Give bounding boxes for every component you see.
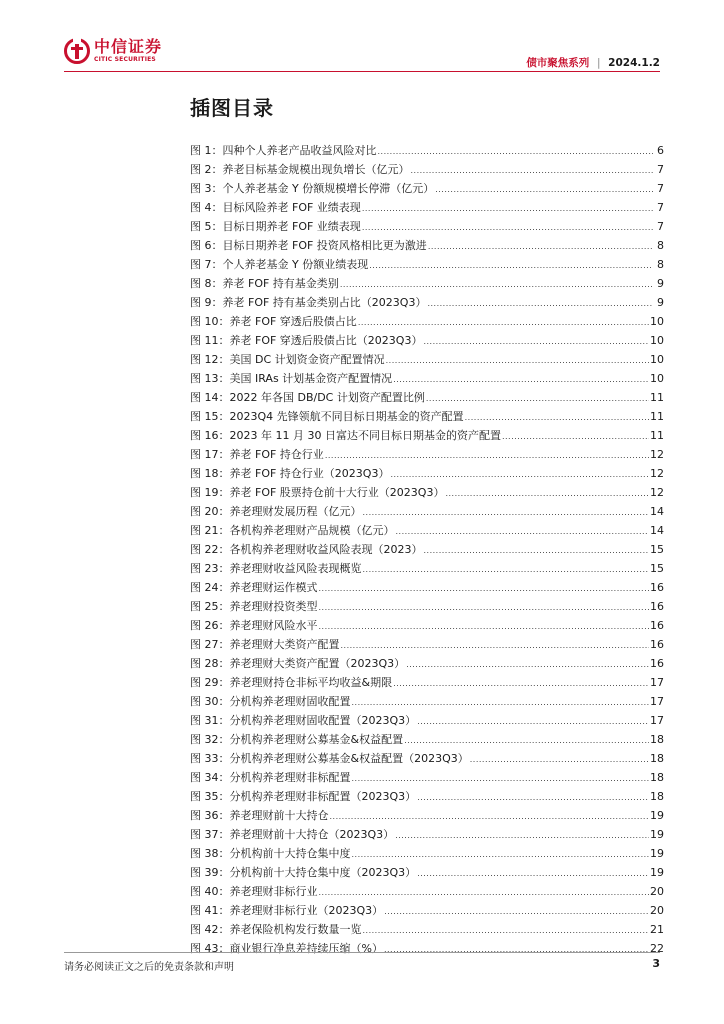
toc-entry-page: 17 — [650, 676, 664, 689]
toc-entry-page: 9 — [657, 296, 664, 309]
toc-entry-label: 图 33：分机构养老理财公募基金&权益配置（2023Q3） — [190, 752, 469, 765]
toc-dot-leader — [423, 332, 649, 351]
toc-dot-leader — [424, 541, 650, 560]
footer-divider — [64, 952, 660, 953]
toc-entry[interactable] — [190, 768, 664, 787]
toc-entry-label: 图 21：各机构养老理财产品规模（亿元） — [190, 524, 395, 537]
toc-dot-leader — [363, 921, 650, 940]
toc-entry-page: 20 — [650, 904, 664, 917]
toc-entry[interactable] — [190, 711, 664, 730]
toc-entry-label: 图 16：2023 年 11 月 30 日富达不同目标日期基金的资产配置 — [190, 429, 501, 442]
toc-entry-label: 图 1：四种个人养老产品收益风险对比 — [190, 144, 377, 157]
toc-entry-page: 10 — [650, 353, 664, 366]
toc-entry-label: 图 31：分机构养老理财固收配置（2023Q3） — [190, 714, 417, 727]
toc-entry-label: 图 30：分机构养老理财固收配置 — [190, 695, 351, 708]
toc-entry[interactable] — [190, 160, 664, 179]
toc-entry-label: 图 38：分机构前十大持仓集中度 — [190, 847, 351, 860]
toc-entry[interactable] — [190, 198, 664, 217]
toc-dot-leader — [428, 237, 653, 256]
toc-entry-page: 19 — [650, 866, 664, 879]
toc-entry[interactable] — [190, 141, 664, 160]
toc-dot-leader — [386, 351, 649, 370]
toc-entry[interactable] — [190, 730, 664, 749]
toc-entry-page: 14 — [650, 524, 664, 537]
toc-entry-label: 图 9：养老 FOF 持有基金类别占比（2023Q3） — [190, 296, 427, 309]
toc-entry-page: 16 — [650, 657, 664, 670]
figure-index-list — [190, 141, 664, 958]
toc-dot-leader — [417, 788, 649, 807]
toc-dot-leader — [426, 389, 649, 408]
toc-entry-label: 图 20：养老理财发展历程（亿元） — [190, 505, 362, 518]
toc-entry[interactable] — [190, 844, 664, 863]
toc-entry[interactable] — [190, 863, 664, 882]
toc-entry[interactable] — [190, 787, 664, 806]
toc-dot-leader — [352, 769, 650, 788]
toc-dot-leader — [411, 161, 654, 180]
toc-entry-page: 9 — [657, 277, 664, 290]
toc-entry-label: 图 23：养老理财收益风险表现概览 — [190, 562, 362, 575]
toc-entry-page: 16 — [650, 638, 664, 651]
toc-dot-leader — [427, 294, 653, 313]
toc-dot-leader — [362, 199, 653, 218]
toc-entry[interactable] — [190, 654, 664, 673]
toc-entry-page: 12 — [650, 448, 664, 461]
toc-entry[interactable] — [190, 388, 664, 407]
toc-dot-leader — [445, 484, 649, 503]
toc-entry-label: 图 7：个人养老基金 Y 份额业绩表现 — [190, 258, 369, 271]
toc-entry-page: 8 — [657, 258, 664, 271]
toc-entry-label: 图 29：养老理财持仓非标平均收益&期限 — [190, 676, 393, 689]
toc-entry[interactable] — [190, 616, 664, 635]
toc-entry-page: 10 — [650, 334, 664, 347]
toc-entry-label: 图 41：养老理财非标行业（2023Q3） — [190, 904, 384, 917]
toc-entry-page: 8 — [657, 239, 664, 252]
toc-entry-label: 图 22：各机构养老理财收益风险表现（2023） — [190, 543, 423, 556]
toc-entry[interactable] — [190, 578, 664, 597]
toc-entry[interactable] — [190, 692, 664, 711]
toc-entry-page: 7 — [657, 220, 664, 233]
toc-dot-leader — [396, 522, 650, 541]
toc-entry-label: 图 5：目标日期养老 FOF 业绩表现 — [190, 220, 361, 233]
header-series-info — [526, 55, 660, 70]
toc-entry[interactable] — [190, 882, 664, 901]
toc-dot-leader — [363, 560, 650, 579]
toc-entry-label: 图 8：养老 FOF 持有基金类别 — [190, 277, 339, 290]
toc-entry-label: 图 40：养老理财非标行业 — [190, 885, 318, 898]
toc-entry-label: 图 11：养老 FOF 穿透后股债占比（2023Q3） — [190, 334, 423, 347]
toc-entry-label: 图 25：养老理财投资类型 — [190, 600, 318, 613]
toc-entry-label: 图 42：养老保险机构发行数量一览 — [190, 923, 362, 936]
toc-dot-leader — [352, 845, 650, 864]
toc-entry[interactable] — [190, 217, 664, 236]
toc-entry-page: 18 — [650, 733, 664, 746]
toc-entry-label: 图 36：养老理财前十大持仓 — [190, 809, 329, 822]
toc-entry[interactable] — [190, 407, 664, 426]
toc-entry-label: 图 10：养老 FOF 穿透后股债占比 — [190, 315, 357, 328]
toc-dot-leader — [417, 864, 649, 883]
toc-entry[interactable] — [190, 502, 664, 521]
toc-entry[interactable] — [190, 483, 664, 502]
toc-entry-label: 图 17：养老 FOF 持仓行业 — [190, 448, 324, 461]
toc-entry[interactable] — [190, 521, 664, 540]
toc-dot-leader — [319, 579, 650, 598]
toc-dot-leader — [363, 503, 650, 522]
toc-dot-leader — [465, 408, 649, 427]
toc-entry[interactable] — [190, 236, 664, 255]
toc-entry-label: 图 39：分机构前十大持仓集中度（2023Q3） — [190, 866, 417, 879]
toc-dot-leader — [406, 655, 649, 674]
toc-entry-label: 图 2：养老目标基金规模出现负增长（亿元） — [190, 163, 410, 176]
toc-entry-label: 图 27：养老理财大类资产配置 — [190, 638, 340, 651]
toc-entry-label: 图 26：养老理财风险水平 — [190, 619, 318, 632]
toc-entry[interactable] — [190, 255, 664, 274]
toc-entry[interactable] — [190, 445, 664, 464]
toc-entry-page: 6 — [657, 144, 664, 157]
toc-entry-page: 7 — [657, 201, 664, 214]
toc-entry[interactable] — [190, 559, 664, 578]
toc-dot-leader — [470, 750, 649, 769]
toc-dot-leader — [319, 598, 650, 617]
toc-dot-leader — [369, 256, 653, 275]
toc-entry-page: 16 — [650, 619, 664, 632]
toc-entry-page: 10 — [650, 315, 664, 328]
toc-dot-leader — [330, 807, 650, 826]
toc-entry[interactable] — [190, 939, 664, 958]
header-divider — [64, 71, 660, 72]
company-logo — [64, 38, 162, 64]
toc-dot-leader — [340, 275, 653, 294]
toc-dot-leader — [319, 617, 650, 636]
toc-entry-label: 图 15：2023Q4 先锋领航不同目标日期基金的资产配置 — [190, 410, 464, 423]
toc-entry-label: 图 34：分机构养老理财非标配置 — [190, 771, 351, 784]
toc-entry-label: 图 3：个人养老基金 Y 份额规模增长停滞（亿元） — [190, 182, 435, 195]
toc-entry[interactable] — [190, 369, 664, 388]
toc-entry-page: 19 — [650, 847, 664, 860]
toc-entry-page: 7 — [657, 182, 664, 195]
report-date: 2024.1.2 — [608, 57, 660, 69]
page-number: 3 — [652, 957, 660, 970]
toc-entry-page: 17 — [650, 714, 664, 727]
toc-entry[interactable] — [190, 825, 664, 844]
toc-dot-leader — [378, 142, 654, 161]
toc-entry-page: 7 — [657, 163, 664, 176]
logo-chinese-name: 中信证券 — [94, 37, 163, 56]
toc-entry-label: 图 4：目标风险养老 FOF 业绩表现 — [190, 201, 361, 214]
toc-dot-leader — [341, 636, 650, 655]
toc-entry[interactable] — [190, 426, 664, 445]
toc-entry-page: 21 — [650, 923, 664, 936]
toc-entry[interactable] — [190, 350, 664, 369]
toc-entry-page: 11 — [650, 391, 664, 404]
toc-entry[interactable] — [190, 673, 664, 692]
toc-entry-page: 15 — [650, 543, 664, 556]
toc-entry-page: 11 — [650, 429, 664, 442]
toc-entry[interactable] — [190, 312, 664, 331]
toc-dot-leader — [435, 180, 653, 199]
toc-dot-leader — [390, 465, 649, 484]
toc-entry-label: 图 24：养老理财运作模式 — [190, 581, 318, 594]
toc-entry-page: 22 — [650, 942, 664, 955]
toc-dot-leader — [393, 370, 649, 389]
citic-logo-icon — [64, 38, 90, 64]
toc-dot-leader — [352, 693, 650, 712]
toc-entry-label: 图 28：养老理财大类资产配置（2023Q3） — [190, 657, 406, 670]
toc-entry-label: 图 35：分机构养老理财非标配置（2023Q3） — [190, 790, 417, 803]
toc-entry-page: 12 — [650, 467, 664, 480]
toc-dot-leader — [417, 712, 649, 731]
toc-dot-leader — [502, 427, 649, 446]
toc-entry[interactable] — [190, 597, 664, 616]
toc-entry[interactable] — [190, 920, 664, 939]
toc-entry[interactable] — [190, 806, 664, 825]
toc-entry-page: 15 — [650, 562, 664, 575]
toc-dot-leader — [358, 313, 649, 332]
toc-entry-label: 图 12：美国 DC 计划资金资产配置情况 — [190, 353, 385, 366]
toc-entry-label: 图 13：美国 IRAs 计划基金资产配置情况 — [190, 372, 393, 385]
toc-entry-page: 18 — [650, 752, 664, 765]
toc-dot-leader — [393, 674, 649, 693]
toc-entry-page: 14 — [650, 505, 664, 518]
toc-dot-leader — [395, 826, 649, 845]
toc-entry[interactable] — [190, 293, 664, 312]
toc-entry[interactable] — [190, 331, 664, 350]
logo-english-name: CITIC SECURITIES — [94, 56, 156, 63]
toc-dot-leader — [362, 218, 653, 237]
toc-dot-leader — [325, 446, 649, 465]
header-separator: | — [596, 57, 601, 69]
toc-entry-label: 图 6：目标日期养老 FOF 投资风格相比更为激进 — [190, 239, 427, 252]
series-name: 债市聚焦系列 — [526, 57, 590, 69]
toc-entry-page: 10 — [650, 372, 664, 385]
toc-dot-leader — [384, 940, 649, 959]
toc-dot-leader — [404, 731, 649, 750]
toc-dot-leader — [384, 902, 649, 921]
toc-entry[interactable] — [190, 635, 664, 654]
toc-entry-label: 图 14：2022 年各国 DB/DC 计划资产配置比例 — [190, 391, 425, 404]
toc-entry-label: 图 43：商业银行净息差持续压缩（%） — [190, 942, 383, 955]
toc-entry-page: 16 — [650, 600, 664, 613]
toc-dot-leader — [319, 883, 650, 902]
toc-entry-page: 12 — [650, 486, 664, 499]
toc-entry-label: 图 37：养老理财前十大持仓（2023Q3） — [190, 828, 395, 841]
toc-entry-page: 17 — [650, 695, 664, 708]
toc-entry-label: 图 32：分机构养老理财公募基金&权益配置 — [190, 733, 404, 746]
toc-entry[interactable] — [190, 464, 664, 483]
toc-entry[interactable] — [190, 901, 664, 920]
toc-entry[interactable] — [190, 540, 664, 559]
toc-entry-page: 18 — [650, 790, 664, 803]
footer-disclaimer: 请务必阅读正文之后的免责条款和声明 — [64, 962, 234, 973]
page-title: 插图目录 — [190, 96, 274, 120]
toc-entry-page: 19 — [650, 809, 664, 822]
toc-entry[interactable] — [190, 179, 664, 198]
toc-entry-page: 19 — [650, 828, 664, 841]
toc-entry-page: 18 — [650, 771, 664, 784]
toc-entry-page: 20 — [650, 885, 664, 898]
toc-entry-page: 11 — [650, 410, 664, 423]
toc-entry-label: 图 18：养老 FOF 持仓行业（2023Q3） — [190, 467, 390, 480]
toc-entry-page: 16 — [650, 581, 664, 594]
toc-entry[interactable] — [190, 274, 664, 293]
toc-entry-label: 图 19：养老 FOF 股票持仓前十大行业（2023Q3） — [190, 486, 445, 499]
toc-entry[interactable] — [190, 749, 664, 768]
